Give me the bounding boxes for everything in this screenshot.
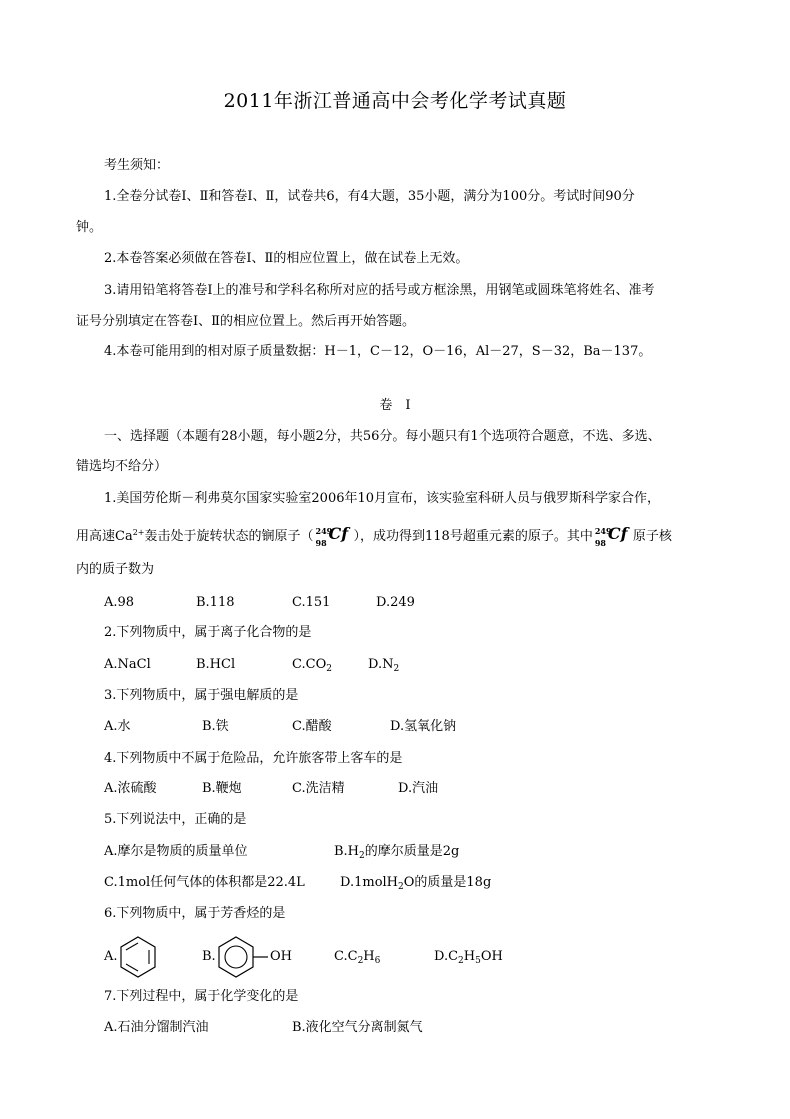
nuclide-atomic-number-2: 98 bbox=[594, 538, 606, 548]
q2-option-c bbox=[292, 655, 332, 679]
q1-text-d: 原子核 bbox=[632, 529, 672, 544]
benzene-ring-icon bbox=[118, 935, 158, 979]
q2-option-b: B.HCl bbox=[196, 657, 236, 672]
q1-option-d: D.249 bbox=[376, 595, 415, 610]
q6-stem: 6.下列物质中，属于芳香烃的是 bbox=[104, 906, 286, 921]
q5-b-post: 的摩尔质量是2g bbox=[364, 844, 460, 859]
q6-c-sub2: 6 bbox=[374, 956, 381, 966]
q6-d-pre: D.C bbox=[434, 949, 459, 964]
q5-b-text: B.H bbox=[334, 844, 360, 859]
q6-option-a: A. bbox=[104, 949, 118, 964]
notice-item-3-cont: 证号分别填定在答卷Ⅰ、Ⅱ的相应位置上。然后再开始答题。 bbox=[76, 314, 415, 329]
q1-text-b: 轰击处于旋转状态的锎原子（ bbox=[144, 529, 314, 544]
q1-option-b: B.118 bbox=[196, 595, 235, 610]
q5-d-sub: 2 bbox=[398, 882, 404, 892]
q3-option-b: B.铁 bbox=[202, 719, 229, 734]
phenol-structure-icon bbox=[216, 935, 272, 979]
q5-b-sub: 2 bbox=[359, 851, 365, 861]
nuclide-mass: 249 bbox=[315, 526, 333, 536]
q6-option-b: B. bbox=[202, 949, 216, 964]
q3-option-c: C.醋酸 bbox=[292, 719, 332, 734]
q7-option-a: A.石油分馏制汽油 bbox=[104, 1020, 209, 1035]
q6-c-sub1: 2 bbox=[357, 956, 364, 966]
q5-stem: 5.下列说法中，正确的是 bbox=[104, 812, 247, 827]
nuclide-mass-2: 249 bbox=[594, 526, 612, 536]
q2-option-a: A.NaCl bbox=[104, 657, 151, 672]
notice-heading: 考生须知： bbox=[104, 158, 170, 173]
q2-c-text: C.CO bbox=[292, 657, 327, 672]
q7-option-b: B.液化空气分离制氮气 bbox=[292, 1020, 423, 1035]
q6-c-mid: H bbox=[363, 949, 375, 964]
q6-c-pre: C.C bbox=[334, 949, 358, 964]
q6-d-post: OH bbox=[480, 949, 503, 964]
notice-item-3: 3.请用铅笔将答卷Ⅰ上的准号和学科名称所对应的括号或方框涂黑，用钢笔或圆珠笔将姓名、准考 bbox=[104, 283, 655, 298]
q4-option-c: C.洗洁精 bbox=[292, 781, 345, 796]
q1-text-a: 用高速Ca bbox=[76, 529, 133, 544]
q5-option-c: C.1mol任何气体的体积都是22.4L bbox=[104, 875, 305, 890]
q6-d-sub1: 2 bbox=[458, 956, 464, 966]
nuclide-symbol-2 bbox=[593, 523, 633, 548]
nuclide-element: Cf bbox=[328, 524, 349, 543]
notice-item-2: 2.本卷答案必须做在答卷Ⅰ、Ⅱ的相应位置上，做在试卷上无效。 bbox=[104, 251, 469, 266]
notice-item-1: 1.全卷分试卷Ⅰ、Ⅱ和答卷Ⅰ、Ⅱ，试卷共6，有4大题，35小题，满分为100分。考试时间90分 bbox=[104, 189, 635, 204]
q4-option-d: D.汽油 bbox=[398, 781, 439, 796]
q1-text-c: ），成功得到118号超重元素的原子。其中 bbox=[353, 529, 593, 544]
q4-option-a: A.浓硫酸 bbox=[104, 781, 157, 796]
q5-option-b bbox=[334, 842, 459, 866]
q2-stem: 2.下列物质中，属于离子化合物的是 bbox=[104, 625, 312, 640]
q6-d-mid: H bbox=[463, 949, 476, 964]
q1-stem-line2 bbox=[76, 523, 672, 547]
q6-d-sub2: 5 bbox=[475, 956, 481, 966]
part1-heading-cont: 错选均不给分） bbox=[76, 459, 168, 474]
q5-d-text: D.1molH bbox=[340, 875, 399, 890]
q6-b-oh: OH bbox=[270, 949, 292, 964]
q3-option-a: A.水 bbox=[104, 719, 131, 734]
q6-option-d bbox=[434, 947, 503, 971]
q7-stem: 7.下列过程中，属于化学变化的是 bbox=[104, 989, 299, 1004]
q5-option-a: A.摩尔是物质的质量单位 bbox=[104, 844, 248, 859]
q6-option-c bbox=[334, 947, 380, 971]
q1-stem-line3: 内的质子数为 bbox=[76, 562, 155, 577]
nuclide-element-2: Cf bbox=[607, 524, 628, 543]
q3-option-d: D.氢氧化钠 bbox=[390, 719, 457, 734]
q2-d-text: D.N bbox=[368, 657, 394, 672]
notice-item-1-cont: 钟。 bbox=[76, 220, 103, 235]
q1-option-c: C.151 bbox=[292, 595, 331, 610]
notice-item-4: 4.本卷可能用到的相对原子质量数据：H－1，C－12，O－16，Al－27，S－32，Ba－137。 bbox=[104, 344, 652, 359]
page-title: 2011年浙江普通高中会考化学考试真题 bbox=[223, 90, 567, 112]
q4-option-b: B.鞭炮 bbox=[202, 781, 242, 796]
q1-stem: 1.美国劳伦斯－利弗莫尔国家实验室2006年10月宣布，该实验室科研人员与俄罗斯科学家合作， bbox=[104, 491, 661, 506]
nuclide-atomic-number: 98 bbox=[315, 538, 327, 548]
section-heading: 卷 Ⅰ bbox=[379, 398, 411, 413]
nuclide-symbol bbox=[314, 523, 354, 548]
part1-heading: 一、选择题（本题有28小题，每小题2分，共56分。每小题只有1个选项符合题意，不选、多选、 bbox=[104, 429, 661, 444]
q3-stem: 3.下列物质中，属于强电解质的是 bbox=[104, 688, 299, 703]
q2-d-sub: 2 bbox=[393, 664, 400, 674]
q1-option-a: A.98 bbox=[104, 595, 135, 610]
q4-stem: 4.下列物质中不属于危险品，允许旅客带上客车的是 bbox=[104, 751, 403, 766]
q2-option-d bbox=[368, 655, 399, 679]
q5-d-post: O的质量是18g bbox=[403, 875, 492, 890]
ion-charge: 2+ bbox=[132, 528, 145, 537]
q2-c-sub: 2 bbox=[326, 664, 332, 674]
q5-option-d bbox=[340, 873, 491, 897]
